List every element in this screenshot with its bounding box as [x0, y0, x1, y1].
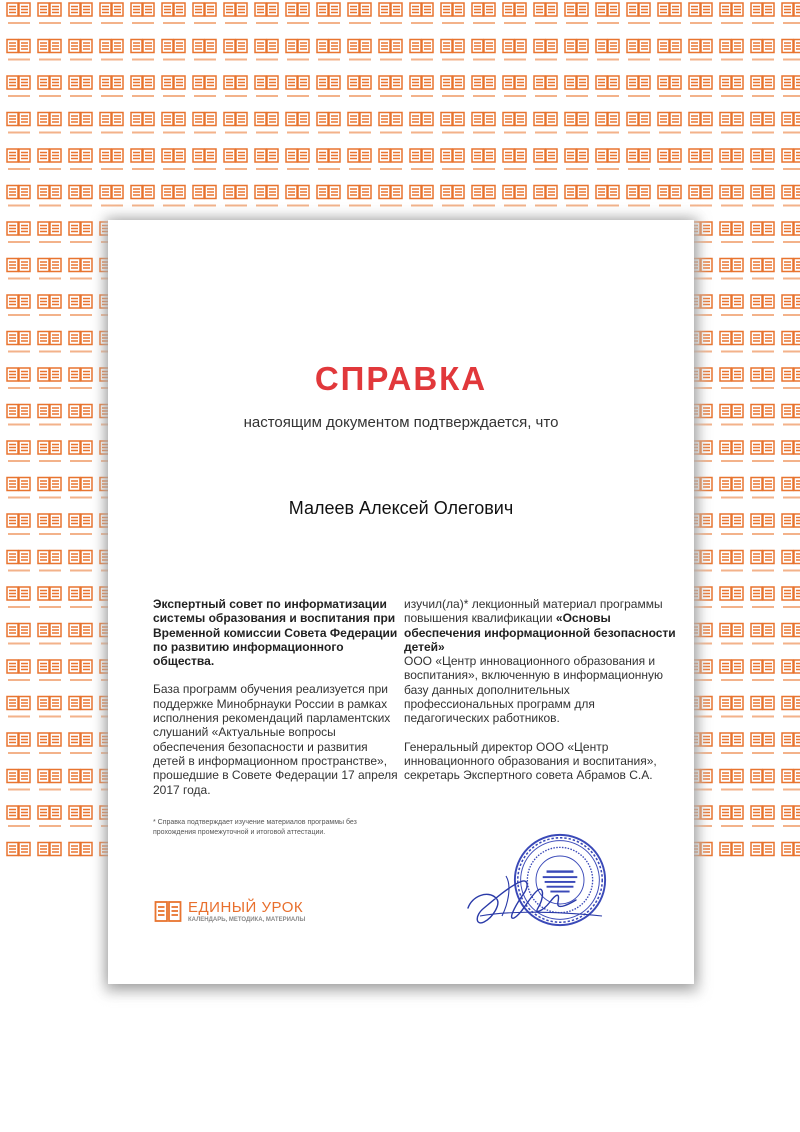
logo-tagline: КАЛЕНДАРЬ, МЕТОДИКА, МАТЕРИАЛЫ — [188, 917, 306, 923]
provider-text: ООО «Центр инновационного образования и воспитания», включенную в информационную базу данных дополнительных профессиональных программ для педагогических работников. — [404, 654, 664, 726]
document-title: СПРАВКА — [314, 360, 488, 397]
open-book-icon — [154, 900, 182, 924]
left-column — [153, 597, 398, 797]
footnote: * Справка подтверждает изучение материалов программы без прохождения промежуточной и итоговой аттестации. — [153, 819, 357, 836]
logo-name: ЕДИНЫЙ УРОК — [188, 899, 304, 916]
edinyi-urok-logo — [154, 900, 334, 926]
council-name: Экспертный совет по информатизации системы образования и воспитания при Временной комиссии Совета Федерации по развитию информационного общества. — [153, 597, 398, 669]
certificate-page — [108, 220, 694, 984]
document-subtitle: настоящим документом подтверждается, что — [243, 414, 559, 431]
recipient-name: Малеев Алексей Олегович — [288, 498, 514, 518]
program-base-text: База программ обучения реализуется при поддержке Минобрнауки России в рамках исполнения рекомендаций парламентских слушаний «Актуальные вопросы обеспечения безопасности и развития детей в информационном пространстве», прошедшие в Совете Федерации 17 апреля 2017 года. — [153, 682, 398, 797]
studied-intro: изучил(ла)* лекционный материал программы повышения квалификации — [404, 597, 663, 626]
handwritten-signature — [462, 856, 612, 932]
program-name: «Основы обеспечения информационной безопасности детей» — [404, 611, 676, 654]
signatory-text: Генеральный директор ООО «Центр инновационного образования и воспитания», секретарь Экспертного совета Абрамов С.А. — [404, 739, 657, 783]
right-column — [404, 597, 679, 783]
